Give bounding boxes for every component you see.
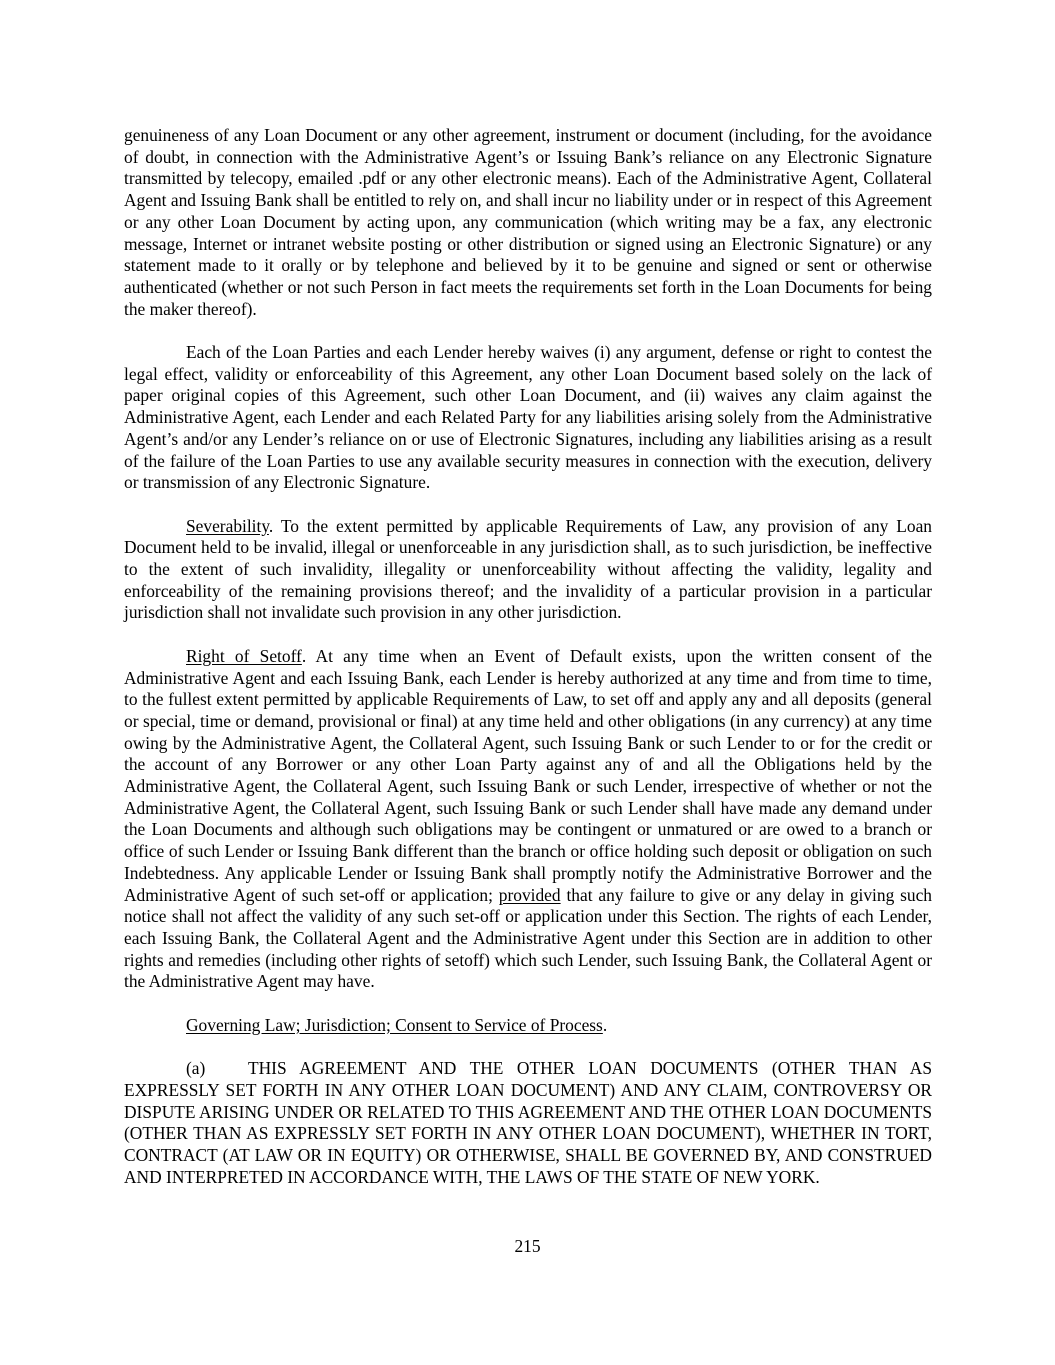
severability-text: . To the extent permitted by applicable Requirements of Law, any provision of any Loan Document held to be invalid, illegal or unenforceable in any jurisdiction shall, as to such jurisdiction, be ineffective to the extent of such invalidity, illegality or unenforceability without affecting the validity, legality and enforceability of the remaining provisions thereof; and the invalidity of a particular provision in a particular jurisdiction shall not invalidate such provision in any other jurisdiction. bbox=[124, 515, 932, 623]
setoff-provided: provided bbox=[498, 884, 561, 905]
setoff-heading: Right of Setoff bbox=[186, 645, 302, 666]
paragraph-waiver: Each of the Loan Parties and each Lender hereby waives (i) any argument, defense or right to contest the legal effect, validity or enforceability of this Agreement, any other Loan Document based solely on the lack of paper original copies of this Agreement, such other Loan Document, and (ii) waives any claim against the Administrative Agent, each Lender and each Related Party for any liabilities arising solely from the Administrative Agent’s and/or any Lender’s reliance on or use of Electronic Signatures, including any liabilities arising as a result of the failure of the Loan Parties to use any available security measures in connection with the execution, delivery or transmission of any Electronic Signature. bbox=[124, 342, 932, 493]
paragraph-severability bbox=[124, 516, 932, 625]
document-body bbox=[124, 125, 932, 1188]
paragraph-clause-a bbox=[124, 1058, 932, 1188]
page-number: 215 bbox=[514, 1236, 541, 1256]
clause-a-text: THIS AGREEMENT AND THE OTHER LOAN DOCUMENTS (OTHER THAN AS EXPRESSLY SET FORTH IN ANY OTHER LOAN DOCUMENT) AND ANY CLAIM, CONTROVERSY OR DISPUTE ARISING UNDER OR RELATED TO THIS AGREEMENT AND THE OTHER LOAN DOCUMENTS (OTHER THAN AS EXPRESSLY SET FORTH IN ANY OTHER LOAN DOCUMENT), WHETHER IN TORT, CONTRACT (AT LAW OR IN EQUITY) OR OTHERWISE, SHALL BE GOVERNED BY, AND CONSTRUED AND INTERPRETED IN ACCORDANCE WITH, THE LAWS OF THE STATE OF NEW YORK. bbox=[124, 1058, 932, 1187]
setoff-text-a: . At any time when an Event of Default exists, upon the written consent of the Administrative Agent and each Issuing Bank, each Lender is hereby authorized at any time and from time to time, to the fullest extent permitted by applicable Requirements of Law, to set off and apply any and all deposits (general or special, time or demand, provisional or final) at any time held and other obligations (in any currency) at any time owing by the Administrative Agent, the Collateral Agent, such Issuing Bank or such Lender to or for the credit or the account of any Borrower or any other Loan Party against any of and all the Obligations held by the Administrative Agent, the Collateral Agent, such Issuing Bank or such Lender, irrespective of whether or not the Administrative Agent, the Collateral Agent, such Issuing Bank or such Lender shall have made any demand under the Loan Documents and although such obligations may be contingent or unmatured or are owed to a branch or office of such Lender or Issuing Bank different than the branch or office holding such deposit or obligation on such Indebtedness. Any applicable Lender or Issuing Bank shall promptly notify the Administrative Borrower and the Administrative Agent of such set-off or application; bbox=[124, 645, 932, 905]
clause-a-label: (a) bbox=[186, 1058, 206, 1079]
paragraph-governing-law-heading bbox=[124, 1015, 932, 1037]
paragraph-right-of-setoff bbox=[124, 646, 932, 993]
setoff-text-b: that any failure to give or any delay in giving such notice shall not affect the validity of any such set-off or application under this Section. The rights of each Lender, each Issuing Bank, the Collateral Agent and the Administrative Agent under this Section are in addition to other rights and remedies (including other rights of setoff) which such Lender, such Issuing Bank, the Collateral Agent or the Administrative Agent may have. bbox=[124, 884, 932, 992]
governing-law-period: . bbox=[602, 1014, 608, 1035]
governing-law-heading: Governing Law; Jurisdiction; Consent to Service of Process bbox=[186, 1014, 603, 1035]
paragraph-electronic-signature-reliance: genuineness of any Loan Document or any other agreement, instrument or document (including, for the avoidance of doubt, in connection with the Administrative Agent’s or Issuing Bank’s reliance on any Electronic Signature transmitted by telecopy, emailed .pdf or any other electronic means). Each of the Administrative Agent, Collateral Agent and Issuing Bank shall be entitled to rely on, and shall incur no liability under or in respect of this Agreement or any other Loan Document by acting upon, any communication (which writing may be a fax, any electronic message, Internet or intranet website posting or other distribution or signed using an Electronic Signature) or any statement made to it orally or by telephone and believed by it to be genuine and signed or sent or otherwise authenticated (whether or not such Person in fact meets the requirements set forth in the Loan Documents for being the maker thereof). bbox=[124, 125, 932, 319]
severability-heading: Severability bbox=[186, 515, 269, 536]
